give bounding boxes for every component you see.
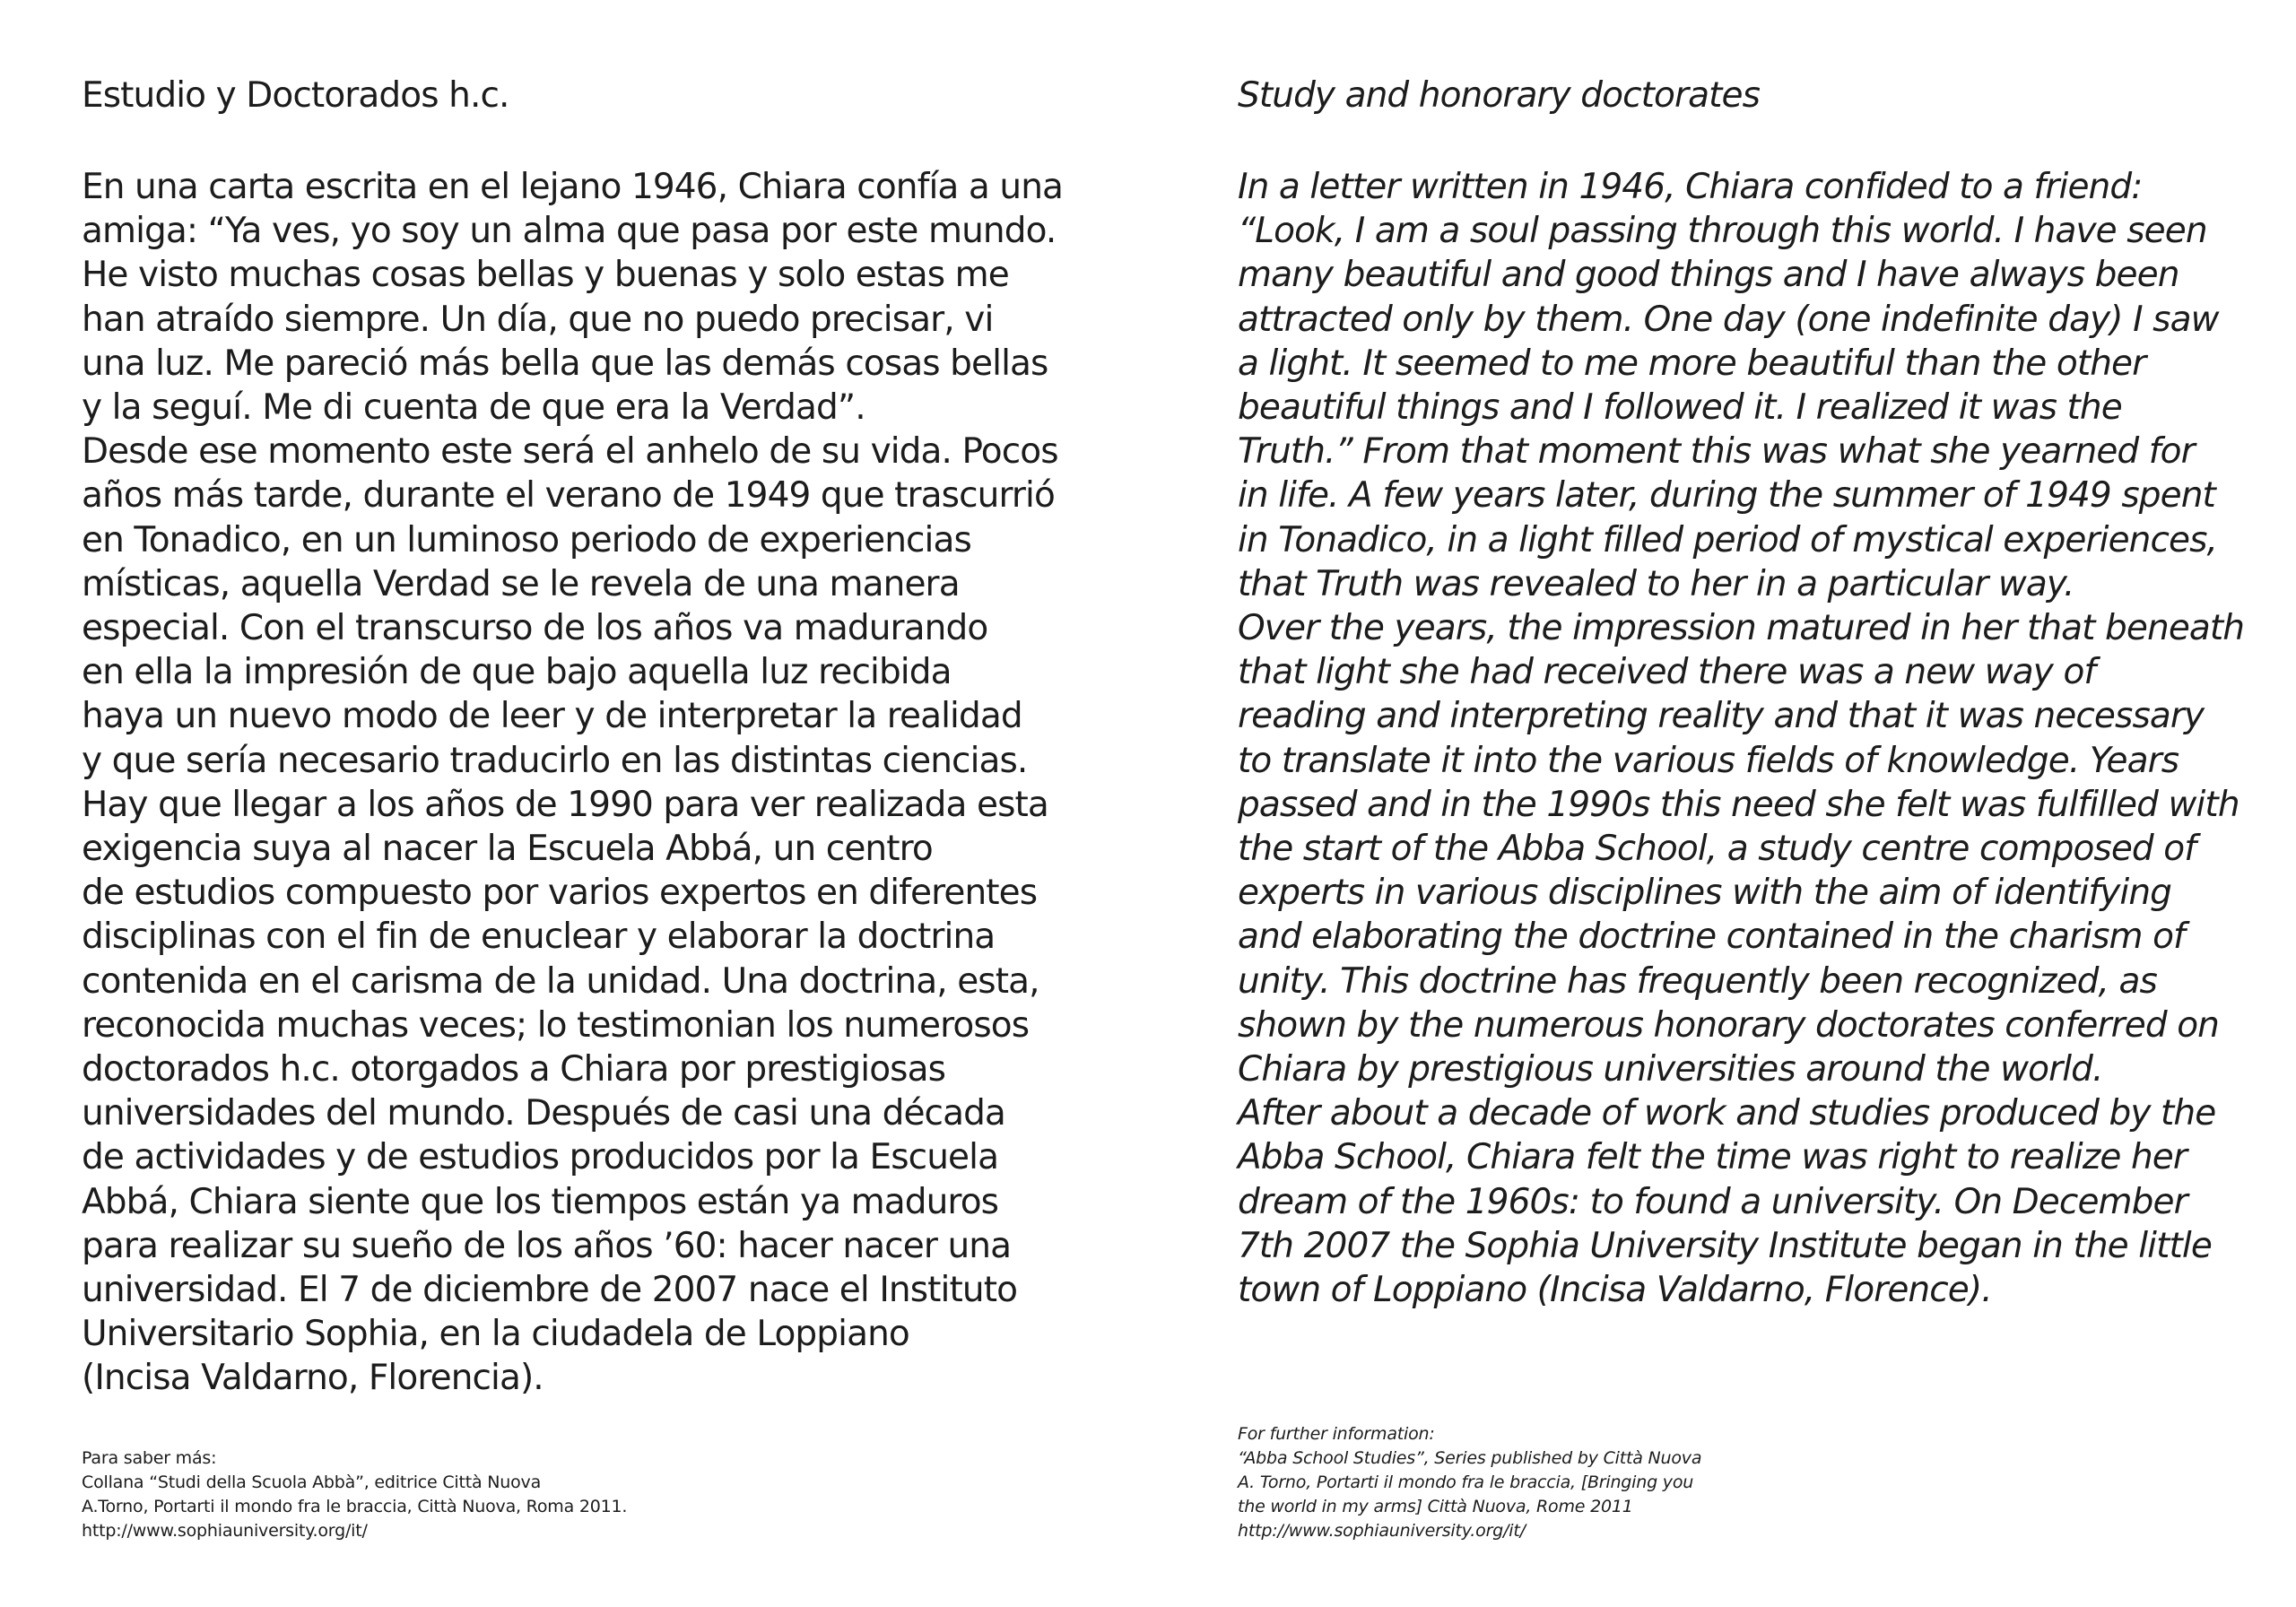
- body-line: en Tonadico, en un luminoso periodo de experiencias: [82, 519, 971, 560]
- reference-url[interactable]: http://www.sophiauniversity.org/it/: [1238, 1521, 1526, 1541]
- body-line: attracted only by them. One day (one indefinite day) I saw: [1238, 299, 2219, 340]
- body-line: many beautiful and good things and I have always been: [1238, 255, 2179, 296]
- body-line: that Truth was revealed to her in a particular way.: [1238, 563, 2074, 604]
- references-heading: For further information:: [1238, 1424, 1435, 1444]
- body-line: han atraído siempre. Un día, que no puedo precisar, vi: [82, 299, 994, 340]
- english-title: Study and honorary doctorates: [1238, 75, 1761, 116]
- body-line: una luz. Me pareció más bella que las demás cosas bellas: [82, 343, 1048, 384]
- body-line: contenida en el carisma de la unidad. Una doctrina, esta,: [82, 960, 1039, 1002]
- body-line: Hay que llegar a los años de 1990 para ver realizada esta: [82, 784, 1048, 825]
- body-line: de actividades y de estudios producidos por la Escuela: [82, 1137, 999, 1178]
- spanish-column: [82, 0, 1095, 1607]
- body-line: “Look, I am a soul passing through this world. I have seen: [1238, 211, 2207, 252]
- body-line: especial. Con el transcurso de los años va madurando: [82, 608, 988, 649]
- english-column: [1238, 0, 2251, 1607]
- body-line: After about a decade of work and studies produced by the: [1238, 1093, 2216, 1134]
- body-line: that light she had received there was a new way of: [1238, 652, 2096, 693]
- body-line: beautiful things and I followed it. I realized it was the: [1238, 387, 2122, 429]
- body-line: de estudios compuesto por varios expertos en diferentes: [82, 873, 1038, 914]
- english-references: [1238, 1422, 1701, 1543]
- body-line: universidad. El 7 de diciembre de 2007 nace el Instituto: [82, 1270, 1018, 1311]
- body-line: amiga: “Ya ves, yo soy un alma que pasa por este mundo.: [82, 211, 1057, 252]
- reference-url[interactable]: http://www.sophiauniversity.org/it/: [82, 1521, 368, 1541]
- body-line: En una carta escrita en el lejano 1946, Chiara confía a una: [82, 167, 1064, 207]
- body-line: (Incisa Valdarno, Florencia).: [82, 1358, 544, 1399]
- body-line: dream of the 1960s: to found a university. On December: [1238, 1181, 2187, 1222]
- body-line: Truth.” From that moment this was what she yearned for: [1238, 431, 2195, 473]
- reference-item: the world in my arms] Città Nuova, Rome 2011: [1238, 1497, 1633, 1516]
- body-line: experts in various disciplines with the aim of identifying: [1238, 873, 2171, 914]
- references-heading: Para saber más:: [82, 1448, 217, 1468]
- body-line: in Tonadico, in a light filled period of mystical experiences,: [1238, 519, 2218, 560]
- body-line: Abba School, Chiara felt the time was right to realize her: [1238, 1137, 2187, 1178]
- body-line: the start of the Abba School, a study centre composed of: [1238, 829, 2196, 870]
- body-line: para realizar su sueño de los años ’60: hacer nacer una: [82, 1225, 1012, 1266]
- body-line: passed and in the 1990s this need she felt was fulfilled with: [1238, 784, 2239, 825]
- english-body: [1238, 165, 2244, 1312]
- body-line: haya un nuevo modo de leer y de interpretar la realidad: [82, 696, 1022, 737]
- spanish-references: [82, 1446, 627, 1543]
- reference-item: “Abba School Studies”, Series published by Città Nuova: [1238, 1448, 1702, 1468]
- body-line: Chiara by prestigious universities around the world.: [1238, 1049, 2103, 1090]
- body-line: exigencia suya al nacer la Escuela Abbá, un centro: [82, 829, 933, 870]
- body-line: reading and interpreting reality and that it was necessary: [1238, 696, 2205, 737]
- body-line: to translate it into the various fields of knowledge. Years: [1238, 740, 2179, 781]
- body-line: y la seguí. Me di cuenta de que era la Verdad”.: [82, 387, 865, 429]
- reference-item: A. Torno, Portarti il mondo fra le braccia, [Bringing you: [1238, 1472, 1694, 1492]
- body-line: en ella la impresión de que bajo aquella luz recibida: [82, 652, 952, 693]
- reference-item: A.Torno, Portarti il mondo fra le braccia, Città Nuova, Roma 2011.: [82, 1497, 628, 1516]
- spanish-body: [82, 165, 1063, 1401]
- body-line: místicas, aquella Verdad se le revela de una manera: [82, 563, 960, 604]
- body-line: Abbá, Chiara siente que los tiempos están ya maduros: [82, 1181, 999, 1222]
- body-line: Over the years, the impression matured in her that beneath: [1238, 608, 2245, 649]
- body-line: años más tarde, durante el verano de 1949 que trascurrió: [82, 475, 1055, 517]
- body-line: disciplinas con el fin de enuclear y elaborar la doctrina: [82, 916, 996, 958]
- body-line: Universitario Sophia, en la ciudadela de Loppiano: [82, 1314, 909, 1355]
- body-line: doctorados h.c. otorgados a Chiara por prestigiosas: [82, 1049, 945, 1090]
- body-line: Desde ese momento este será el anhelo de su vida. Pocos: [82, 431, 1058, 473]
- body-line: universidades del mundo. Después de casi una década: [82, 1093, 1005, 1134]
- body-line: He visto muchas cosas bellas y buenas y solo estas me: [82, 255, 1009, 296]
- body-line: In a letter written in 1946, Chiara confided to a friend:: [1238, 167, 2143, 207]
- body-line: and elaborating the doctrine contained in the charism of: [1238, 916, 2185, 958]
- body-line: town of Loppiano (Incisa Valdarno, Florence).: [1238, 1270, 1992, 1311]
- body-line: 7th 2007 the Sophia University Institute began in the little: [1238, 1225, 2212, 1266]
- body-line: y que sería necesario traducirlo en las distintas ciencias.: [82, 740, 1028, 781]
- body-line: unity. This doctrine has frequently been recognized, as: [1238, 960, 2157, 1002]
- body-line: reconocida muchas veces; lo testimonian los numerosos: [82, 1004, 1030, 1046]
- spanish-title: Estudio y Doctorados h.c.: [82, 75, 509, 116]
- reference-item: Collana “Studi della Scuola Abbà”, editrice Città Nuova: [82, 1472, 542, 1492]
- body-line: a light. It seemed to me more beautiful than the other: [1238, 343, 2146, 384]
- body-line: in life. A few years later, during the summer of 1949 spent: [1238, 475, 2215, 517]
- body-line: shown by the numerous honorary doctorates conferred on: [1238, 1004, 2219, 1046]
